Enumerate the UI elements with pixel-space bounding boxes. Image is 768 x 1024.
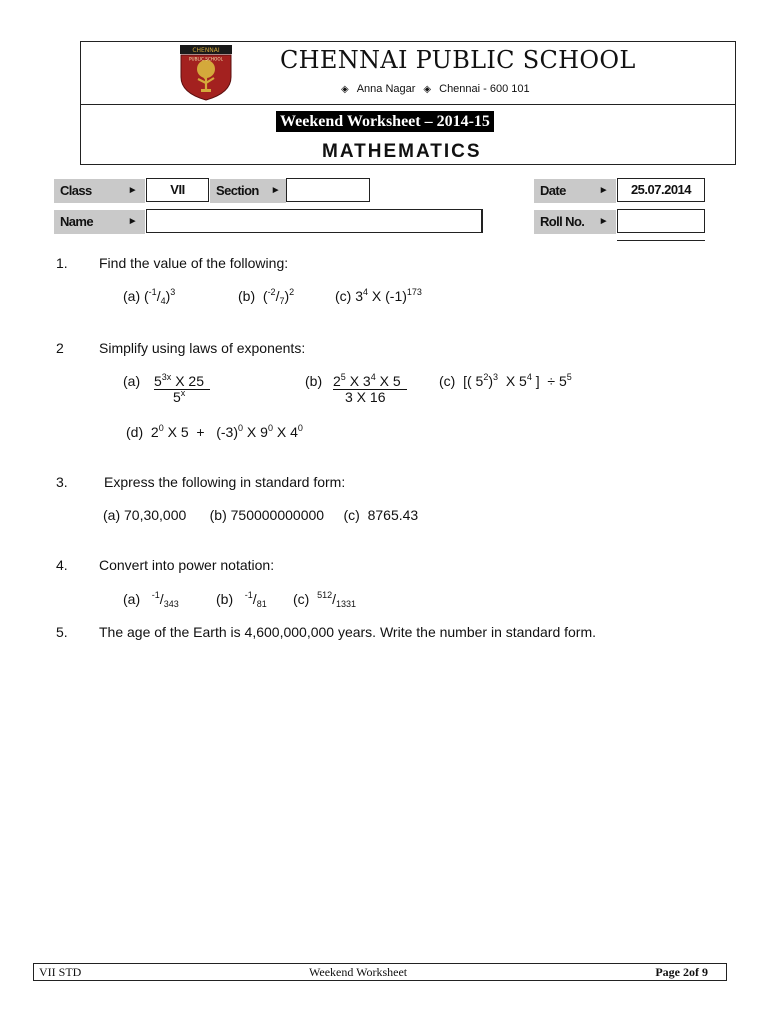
- class-label: Class ►: [54, 179, 145, 203]
- q4-number: 4.: [56, 557, 68, 573]
- section-field[interactable]: [286, 178, 370, 202]
- q2-part-c: (c) [( $5^2)^3$ X $5^4$ ] ÷ $5^5$: [439, 372, 572, 389]
- worksheet-title: Weekend Worksheet – 2014-15: [276, 111, 494, 132]
- arrow-right-icon: ►: [598, 185, 608, 196]
- q2-part-b-numerator: $2^5$ X $3^4$ X 5: [333, 373, 407, 390]
- diamond-bullet-icon: ◈: [423, 84, 432, 95]
- q4-part-b: (b) $^{-1}/_{81}$: [216, 590, 267, 609]
- q1-number: 1.: [56, 255, 68, 271]
- header-divider: [80, 104, 736, 105]
- q4-text: Convert into power notation:: [99, 557, 275, 573]
- footer-class: VII STD: [39, 965, 82, 979]
- q1-part-a: (a) $(^{-1}/_4)^3$: [123, 287, 176, 306]
- q1-text: Find the value of the following:: [99, 255, 289, 271]
- rollno-field[interactable]: [617, 209, 705, 233]
- logo-text-bottom: PUBLIC SCHOOL: [189, 56, 223, 62]
- q2-part-b-label: (b): [305, 373, 323, 389]
- date-label: Date ►: [534, 179, 616, 203]
- q1-part-b: (b) $(^{-2}/_7)^2$: [238, 287, 295, 306]
- school-address: [333, 83, 530, 95]
- rollno-underline: [617, 240, 705, 241]
- rollno-label: Roll No. ►: [534, 210, 616, 234]
- arrow-right-icon: ►: [598, 216, 608, 227]
- name-label: Name ►: [54, 210, 145, 234]
- footer-page-number: Page 2of 9: [655, 965, 708, 979]
- diamond-bullet-icon: ◈: [341, 84, 349, 95]
- section-label: Section ►: [210, 179, 286, 203]
- q3-number: 3.: [56, 474, 68, 490]
- address-area: Anna Nagar: [356, 83, 416, 95]
- footer-title: Weekend Worksheet: [309, 965, 408, 979]
- q2-part-b-denominator: 3 X 16: [345, 389, 386, 405]
- q2-part-a-numerator: $5^{3x}$ X 25: [154, 373, 210, 390]
- arrow-right-icon: ►: [127, 185, 137, 196]
- q4-part-c: (c) $^{512}/_{1331}$: [293, 590, 357, 609]
- q2-number: 2: [56, 340, 64, 356]
- q5-number: 5.: [56, 624, 68, 640]
- q5-text: The age of the Earth is 4,600,000,000 years. Write the number in standard form.: [99, 624, 597, 640]
- arrow-right-icon: ►: [270, 185, 280, 196]
- q2-part-a-denominator: 5$^x$: [173, 388, 186, 405]
- q2-text: Simplify using laws of exponents:: [99, 340, 306, 356]
- page-footer: [33, 963, 727, 981]
- q4-part-a: (a) $^{-1}/_{343}$: [123, 590, 179, 609]
- q3-text: Express the following in standard form:: [104, 474, 346, 490]
- name-field[interactable]: [146, 209, 483, 233]
- q2-part-d: (d) $2^0$ X $5 + (-3)^0$ X $9^0$ X $4^0$: [126, 423, 303, 440]
- q2-part-a-label: (a): [123, 373, 141, 389]
- address-city: Chennai - 600 101: [439, 83, 530, 95]
- school-crest-logo: [179, 45, 233, 101]
- subject-title: MATHEMATICS: [322, 141, 482, 162]
- logo-text-top: CHENNAI: [192, 47, 220, 54]
- q1-part-c: (c) $3^4$ X $(-1)^{173}$: [335, 287, 422, 304]
- q3-options: (a) 70,30,000 (b) 750000000000 (c) 8765.43: [103, 507, 419, 523]
- class-field[interactable]: VII: [146, 178, 209, 202]
- school-name: CHENNAI PUBLIC SCHOOL: [280, 46, 636, 74]
- date-field[interactable]: 25.07.2014: [617, 178, 705, 202]
- arrow-right-icon: ►: [127, 216, 137, 227]
